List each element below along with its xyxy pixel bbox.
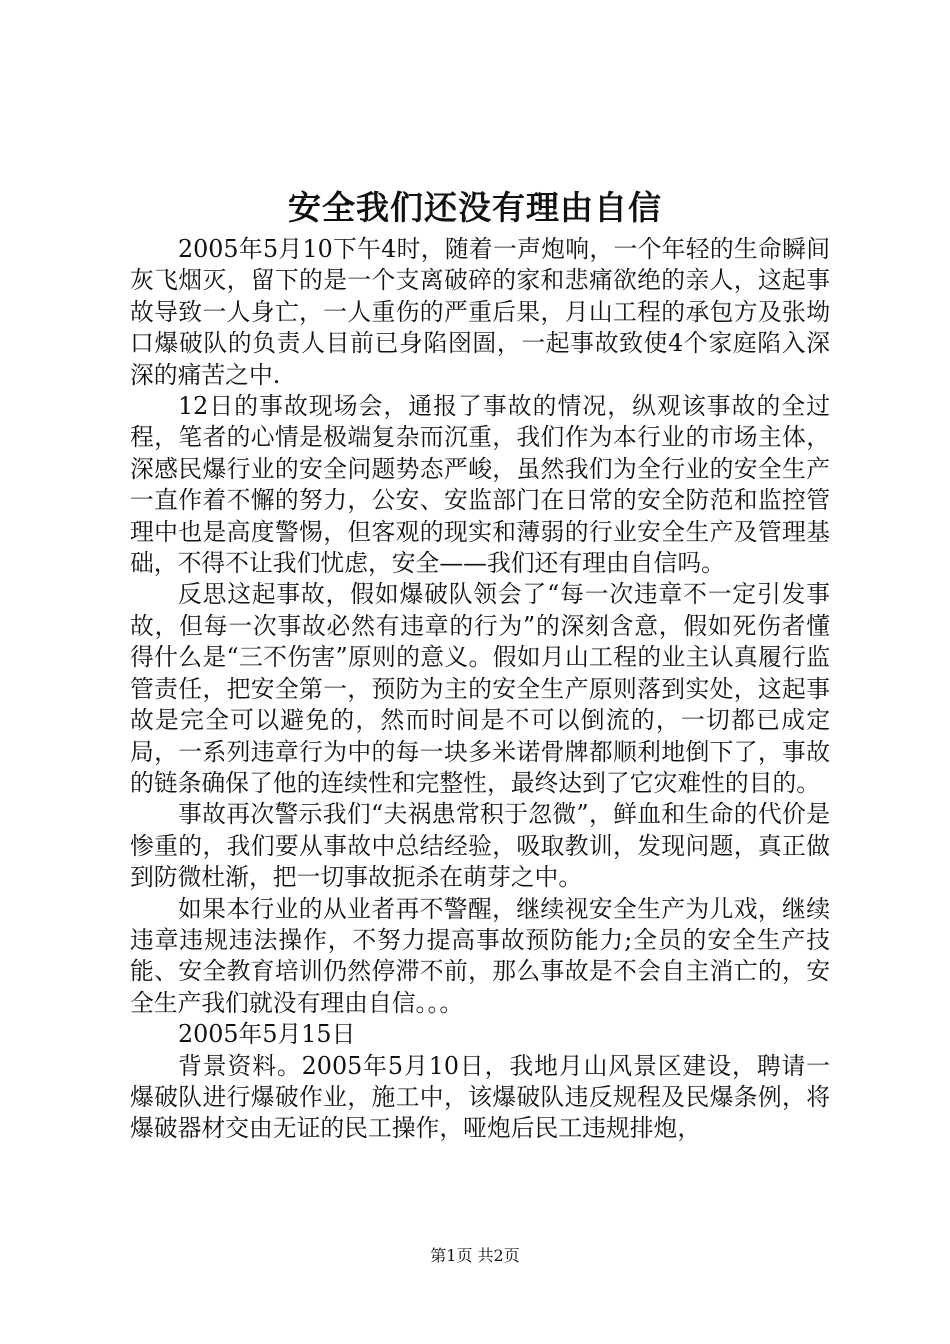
paragraph-conclusion: 如果本行业的从业者再不警醒，继续视安全生产为儿戏，继续违章违规违法操作，不努力提高事故预防能力;全员的安全生产技能、安全教育培训仍然停滞不前，那么事故是不会自主消亡的，安全生产我们就没有理由自信。。。 xyxy=(130,894,830,1017)
document-body xyxy=(130,234,830,1145)
paragraph-accident-summary: 2005年5月10下午4时，随着一声炮响，一个年轻的生命瞬间灰飞烟灭，留下的是一个支离破碎的家和悲痛欲绝的亲人，这起事故导致一人身亡，一人重伤的严重后果，月山工程的承包方及张坳口爆破队的负责人目前已身陷囹圄，一起事故致使4个家庭陷入深深的痛苦之中. xyxy=(130,235,830,389)
document-title: 安全我们还没有理由自信 xyxy=(288,188,662,227)
paragraph-site-meeting: 12日的事故现场会，通报了事故的情况，纵观该事故的全过程，笔者的心情是极端复杂而沉重，我们作为本行业的市场主体，深感民爆行业的安全问题势态严峻，虽然我们为全行业的安全生产一直作着不懈的努力，公安、安监部门在日常的安全防范和监控管理中也是高度警惕，但客观的现实和薄弱的行业安全生产及管理基础，不得不让我们忧虑，安全——我们还有理由自信吗。 xyxy=(130,392,830,578)
page-footer: 第1页 共2页 xyxy=(430,1246,520,1265)
paragraph-warning: 事故再次警示我们“夫祸患常积于忽微”，鲜血和生命的代价是惨重的，我们要从事故中总结经验，吸取教训，发现问题，真正做到防微杜渐，把一切事故扼杀在萌芽之中。 xyxy=(130,800,830,892)
paragraph-date: 2005年5月15日 xyxy=(178,1020,356,1049)
paragraph-reflection: 反思这起事故，假如爆破队领会了“每一次违章不一定引发事故，但每一次事故必然有违章的行为”的深刻含意，假如死伤者懂得什么是“三不伤害”原则的意义。假如月山工程的业主认真履行监管责任，把安全第一，预防为主的安全生产原则落到实处，这起事故是完全可以避免的，然而时间是不可以倒流的，一切都已成定局，一系列违章行为中的每一块多米诺骨牌都顺利地倒下了，事故的链条确保了他的连续性和完整性，最终达到了它灾难性的目的。 xyxy=(130,580,830,797)
paragraph-background: 背景资料。2005年5月10日，我地月山风景区建设，聘请一爆破队进行爆破作业，施工中，该爆破队违反规程及民爆条例，将爆破器材交由无证的民工操作，哑炮后民工违规排炮， xyxy=(130,1051,830,1143)
